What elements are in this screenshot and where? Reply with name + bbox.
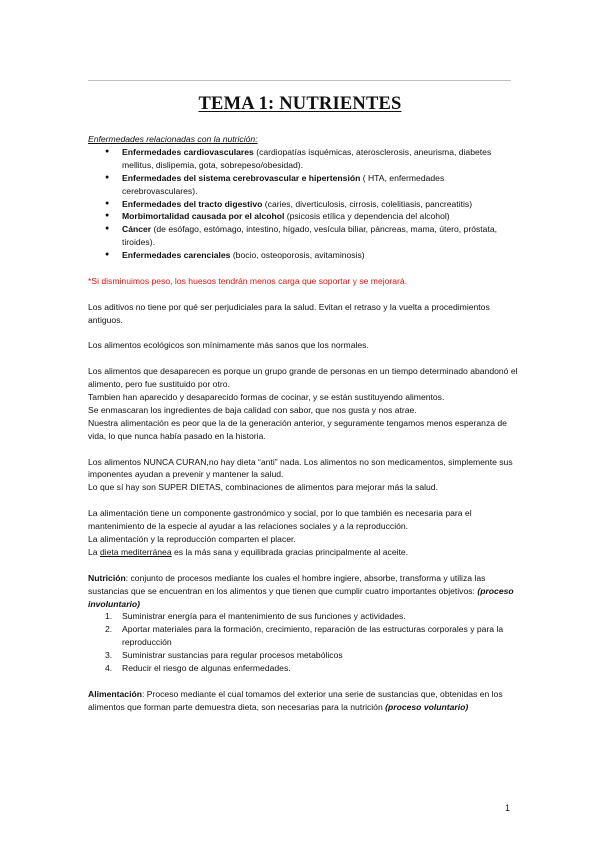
nutrition-objectives-list [88,610,520,675]
list-item: 1. Suministrar energía para el mantenimiento de sus funciones y actividades. [105,611,406,622]
disappear-paragraph: Los alimentos que desaparecen es porque un grupo grande de personas en un tiempo determinado abandonó el alimento, pero fue sustituido por otro. [88,366,518,390]
header-rule [88,80,511,81]
list-item: 2. Aportar materiales para la formación, crecimiento, reparación de las estructuras corporales y para la reproducción [105,624,504,648]
list-item: 4. Reducir el riesgo de algunas enfermedades. [105,663,291,674]
list-item: ● Cáncer (de esófago, estómago, intestino, hígado, vesícula biliar, páncreas, mama, útero, próstata, tiroides). [122,223,520,249]
page-number: 1 [505,803,511,813]
document-body [88,133,520,714]
organic-paragraph: Los alimentos ecológicos son mínimamente más sanos que los normales. [88,340,369,351]
generation-paragraph: Nuestra alimentación es peor que la de la generación anterior, y seguramente tengamos menos esperanza de vida, lo que nunca había pasado en la historia. [88,417,507,441]
diseases-list [88,146,520,262]
list-item: 3. Suministrar sustancias para regular procesos metabólicos [105,650,343,661]
mediterranean-diet-term: dieta mediterránea [99,546,172,557]
ingredients-paragraph: Se enmascaran los ingredientes de baja calidad con sabor, que nos gusta y nos atrae. [88,404,417,415]
cooking-paragraph: Tambien han aparecido y desaparecido formas de cocinar, y se están sustituyendo alimentos. [88,392,445,403]
super-diets-paragraph: Lo que sí hay son SUPER DIETAS, combinaciones de alimentos para mejorar más la salud. [88,482,438,493]
page-title: TEMA 1: NUTRIENTES [198,94,402,114]
nutrition-definition: Nutrición: conjunto de procesos mediante los cuales el hombre ingiere, absorbe, transforma y utiliza las sustancias que se encuentran en los alimentos y que tienen que cumplir cuatro importantes objetivos: (proceso involuntario) [88,572,514,609]
weight-note: *Si disminuimos peso, los huesos tendrán menos carga que soportar y se mejorará. [88,275,408,286]
list-item: ● Morbimortalidad causada por el alcohol (psicosis etílica y dependencia del alcohol) [122,210,520,223]
social-paragraph: La alimentación tiene un componente gastronómico y social, por lo que también es necesaria para el mantenimiento de la especie al ayudar a las relaciones sociales y a la reproducción. [88,508,472,532]
diseases-heading: Enfermedades relacionadas con la nutrición: [88,134,258,144]
mediterranean-paragraph: La dieta mediterránea es la más sana y equilibrada gracias principalmente al aceite. [88,546,409,557]
additives-paragraph: Los aditivos no tiene por qué ser perjudiciales para la salud. Evitan el retraso y la vuelta a procedimientos antiguos. [88,301,490,325]
list-item: ● Enfermedades carenciales (bocio, osteoporosis, avitaminosis) [122,249,520,262]
never-cure-paragraph: Los alimentos NUNCA CURAN,no hay dieta “anti” nada. Los alimentos no son medicamentos, simplemente sus imponentes ayudan a prevenir y mantener la salud. [88,456,513,480]
list-item: ● Enfermedades del tracto digestivo (caries, diverticulosis, cirrosis, colelitiasis, pancreatitis) [122,198,520,211]
list-item: ● Enfermedades del sistema cerebrovascular e hipertensión ( HTA, enfermedades cerebrovasculares). [122,172,520,198]
pleasure-paragraph: La alimentación y la reproducción comparten el placer. [88,534,296,544]
feeding-definition: Alimentación: Proceso mediante el cual tomamos del exterior una serie de sustancias que, obtenidas en los alimentos que forman parte demuestra dieta, son necesarias para la nutrición (proceso voluntario) [88,688,503,712]
list-item: ● Enfermedades cardiovasculares (cardiopatías isquémicas, aterosclerosis, aneurisma, diabetes mellitus, dislipemia, gota, sobrepeso/obesidad). [122,146,520,172]
